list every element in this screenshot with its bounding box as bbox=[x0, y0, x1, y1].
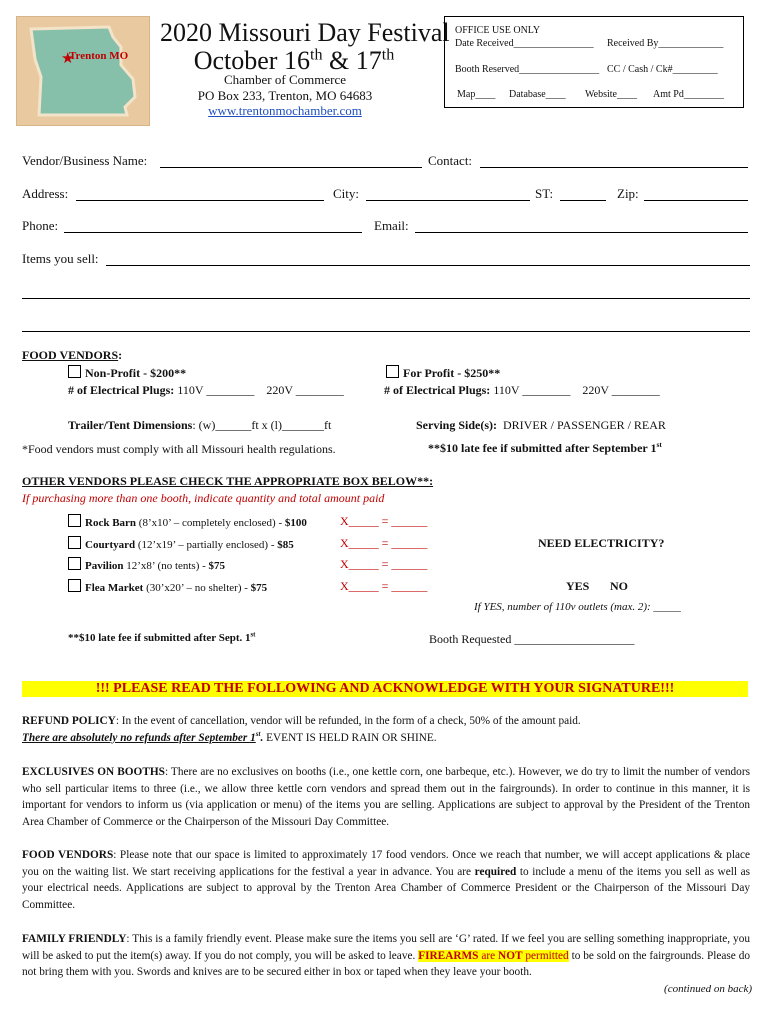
items-field-2[interactable] bbox=[22, 298, 750, 299]
food-late-fee: **$10 late fee if submitted after September 1st bbox=[428, 440, 662, 455]
state-label: ST: bbox=[535, 186, 554, 201]
flea-market-qty[interactable]: X_____ = ______ bbox=[340, 579, 428, 593]
trailer-dimensions[interactable]: Trailer/Tent Dimensions: (w)______ft x (l)_______ft bbox=[68, 418, 332, 432]
phone-field[interactable] bbox=[64, 232, 362, 233]
other-vendors-heading: OTHER VENDORS PLEASE CHECK THE APPROPRIATE BOX BELOW**: bbox=[22, 474, 434, 488]
rock-barn-qty[interactable]: X_____ = ______ bbox=[340, 514, 428, 528]
website-link[interactable]: www.trentonmochamber.com bbox=[208, 103, 362, 118]
missouri-map-logo bbox=[16, 16, 150, 126]
map-label: Trenton MO bbox=[69, 50, 129, 62]
booth-rock-barn[interactable]: Rock Barn (8’x10’ – completely enclosed) - $100 bbox=[68, 514, 307, 529]
health-note: *Food vendors must comply with all Missouri health regulations. bbox=[22, 442, 336, 456]
zip-field[interactable] bbox=[644, 200, 748, 201]
booth-requested[interactable]: Booth Requested ____________________ bbox=[429, 632, 635, 646]
continued-note: (continued on back) bbox=[664, 983, 752, 995]
festival-dates: October 16th & 17th bbox=[193, 46, 395, 75]
festival-title: 2020 Missouri Day Festival bbox=[160, 18, 450, 47]
items-field-3[interactable] bbox=[22, 331, 750, 332]
items-label: Items you sell: bbox=[22, 251, 99, 266]
family-friendly-policy: FAMILY FRIENDLY: This is a family friendly event. Please make sure the items you sell are ‘G’ rated. If we feel you are selling something inappropriate, you will be asked to put the item(s) away. If you do not comply, you will be asked to leave. FIREARMS are NOT permitted to be sold on the fairgrounds. Please do not bring them with you. Swords and knives are to be secured either in box or taped when they leave your booth. bbox=[22, 933, 750, 979]
outlets-count[interactable]: If YES, number of 110v outlets (max. 2): _____ bbox=[474, 601, 681, 613]
city-field[interactable] bbox=[366, 200, 530, 201]
exclusives-policy: EXCLUSIVES ON BOOTHS: There are no exclusives on booths (i.e., one kettle corn, one barbeque, etc.). However, we do try to limit the number of vendors who sell particular items to three (i.e., we allow three kettle corn vendors and spread them out in the fairgrounds). In order to continue in this manner, it is important for vendors to inform us (via application or menu) of the items you are selling. Applications are subject to approval by the President of the Trenton Area Chamber of Commerce or the Chairperson of the Missouri Day Committee. bbox=[22, 766, 750, 828]
forprofit-checkbox[interactable] bbox=[386, 365, 399, 378]
refund-policy: REFUND POLICY: In the event of cancellation, vendor will be refunded, in the form of a check, 50% of the amount paid. There are absolutely no refunds after September 1st. EVENT IS HELD RAIN OR SHINE. bbox=[22, 715, 581, 744]
payment-method: CC / Cash / Ck#_________ bbox=[607, 64, 718, 75]
state-field[interactable] bbox=[560, 200, 606, 201]
acknowledge-banner: !!! PLEASE READ THE FOLLOWING AND ACKNOWLEDGE WITH YOUR SIGNATURE!!! bbox=[22, 681, 748, 697]
booth-reserved: Booth Reserved________________ bbox=[455, 64, 600, 75]
office-amt-paid: Amt Pd________ bbox=[653, 89, 724, 100]
org-address: PO Box 233, Trenton, MO 64683 bbox=[197, 88, 373, 103]
courtyard-qty[interactable]: X_____ = ______ bbox=[340, 536, 428, 550]
city-label: City: bbox=[333, 186, 360, 201]
other-vendors-subheading: If purchasing more than one booth, indicate quantity and total amount paid bbox=[22, 491, 385, 505]
forprofit-plugs: # of Electrical Plugs: 110V ________ 220V ________ bbox=[384, 383, 660, 397]
address-label: Address: bbox=[22, 186, 69, 201]
food-vendors-policy: FOOD VENDORS: Please note that our space is limited to approximately 17 food vendors. Once we reach that number, we will accept applications & place you on the waiting list. We start receiving applications for the festival a year in advance. You are required to include a menu of the items you sell as well as your electrical needs. Applications are subject to approval by the Trenton Area Chamber of Commerce President or the Chairperson of the Missouri Day Committee. bbox=[22, 849, 750, 911]
electricity-no[interactable]: NO bbox=[610, 579, 628, 593]
date-received: Date Received________________ bbox=[455, 38, 594, 49]
booth-flea-market[interactable]: Flea Market (30’x20’ – no shelter) - $75 bbox=[68, 579, 267, 594]
office-use-title: OFFICE USE ONLY bbox=[455, 25, 541, 36]
booth-pavilion[interactable]: Pavilion 12’x8’ (no tents) - $75 bbox=[68, 557, 225, 572]
zip-label: Zip: bbox=[617, 186, 639, 201]
items-field-1[interactable] bbox=[106, 265, 750, 266]
phone-label: Phone: bbox=[22, 218, 59, 233]
pavilion-checkbox[interactable] bbox=[68, 557, 81, 570]
courtyard-checkbox[interactable] bbox=[68, 536, 81, 549]
address-field[interactable] bbox=[76, 200, 324, 201]
pavilion-qty[interactable]: X_____ = ______ bbox=[340, 557, 428, 571]
forprofit-option[interactable]: For Profit - $250** bbox=[386, 365, 500, 381]
nonprofit-option[interactable]: Non-Profit - $200** bbox=[68, 365, 186, 381]
flea-market-checkbox[interactable] bbox=[68, 579, 81, 592]
nonprofit-checkbox[interactable] bbox=[68, 365, 81, 378]
office-use-box bbox=[444, 16, 744, 108]
booth-courtyard[interactable]: Courtyard (12’x19’ – partially enclosed) - $85 bbox=[68, 536, 294, 551]
other-late-fee: **$10 late fee if submitted after Sept. 1st bbox=[68, 631, 256, 644]
org-name: Chamber of Commerce bbox=[223, 72, 346, 87]
office-website: Website____ bbox=[585, 89, 637, 100]
rock-barn-checkbox[interactable] bbox=[68, 514, 81, 527]
contact-label: Contact: bbox=[428, 153, 473, 168]
missouri-state-icon bbox=[17, 17, 149, 125]
vendor-name-label: Vendor/Business Name: bbox=[22, 153, 148, 168]
email-label: Email: bbox=[374, 218, 409, 233]
serving-sides[interactable]: Serving Side(s): DRIVER / PASSENGER / REAR bbox=[416, 418, 666, 432]
received-by: Received By_____________ bbox=[607, 38, 724, 49]
vendor-name-field[interactable] bbox=[160, 167, 422, 168]
star-icon: ★ bbox=[61, 49, 75, 67]
food-vendors-heading: FOOD VENDORS: bbox=[22, 348, 123, 362]
office-map: Map____ bbox=[457, 89, 496, 100]
electricity-yes[interactable]: YES bbox=[566, 579, 590, 593]
office-database: Database____ bbox=[509, 89, 566, 100]
contact-field[interactable] bbox=[480, 167, 748, 168]
email-field[interactable] bbox=[415, 232, 748, 233]
need-electricity-label: NEED ELECTRICITY? bbox=[538, 536, 665, 550]
nonprofit-plugs: # of Electrical Plugs: 110V ________ 220V ________ bbox=[68, 383, 344, 397]
